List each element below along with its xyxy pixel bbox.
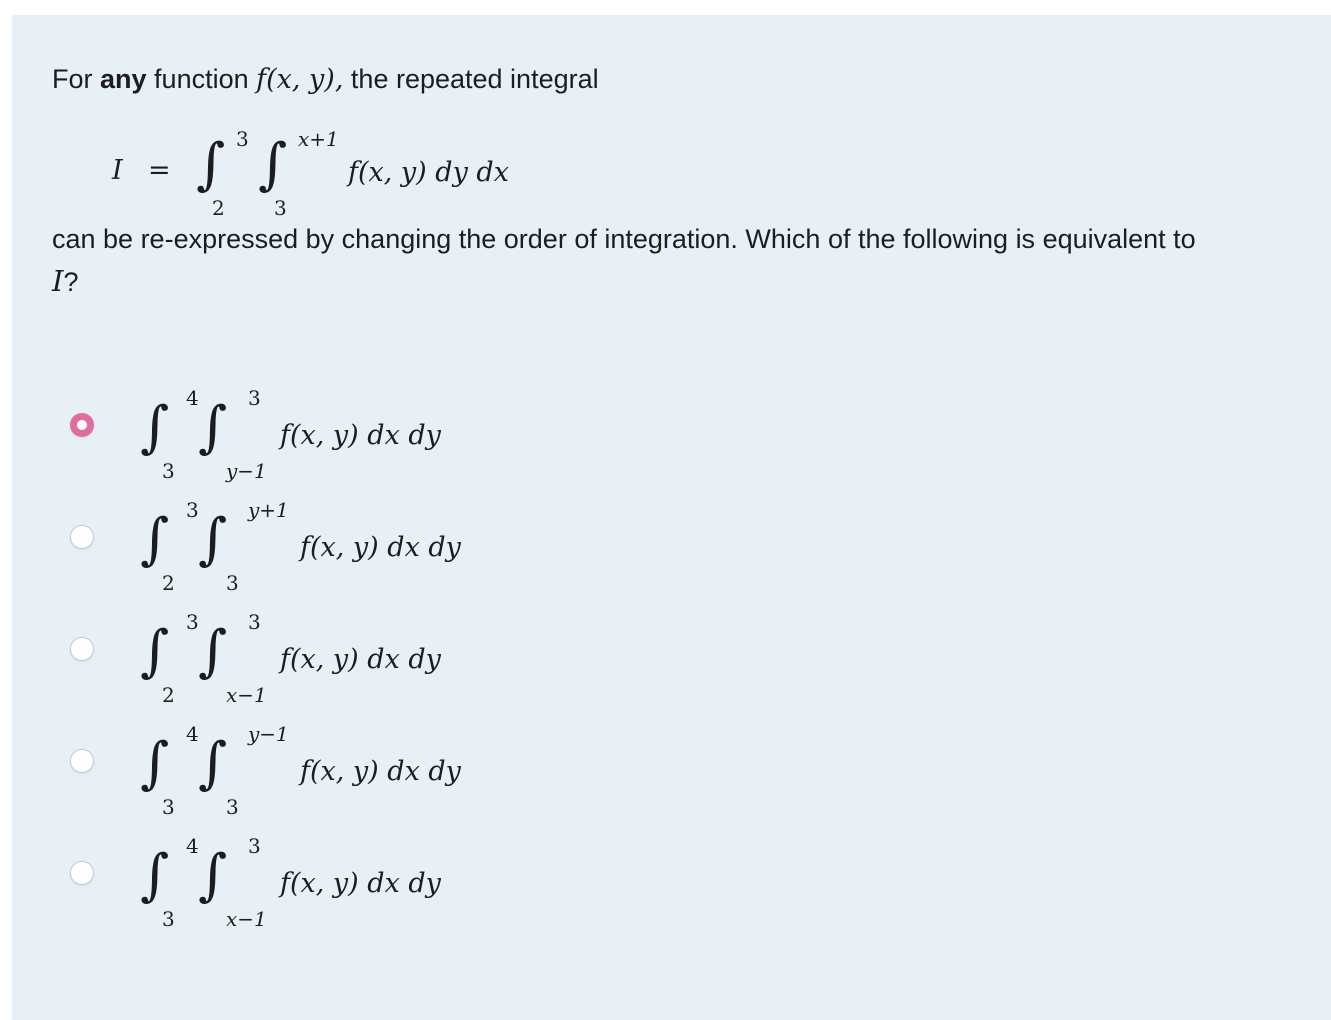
question-intro [52,59,1312,100]
inner-lower-limit: x−1 [226,907,267,931]
integrand: f(x, y) dy dx [348,157,509,188]
outer-lower-limit: 3 [162,907,175,931]
question-rest [52,218,1312,303]
question-rest-text: can be re-expressed by changing the order of integration. Which of the following is equivalent to [52,224,1196,254]
outer-integral-sign: ∫ [140,731,170,796]
integrand: f(x, y) dx dy [280,644,441,675]
outer-upper-limit: 3 [186,610,199,634]
radio-button[interactable] [70,749,94,773]
inner-upper-limit: y+1 [248,498,289,522]
answer-option-4[interactable] [70,714,770,819]
outer-upper-limit: 3 [236,127,249,151]
inner-lower-limit: y−1 [226,459,267,483]
outer-upper-limit: 3 [186,498,199,522]
outer-upper-limit: 4 [186,834,199,858]
inner-upper-limit: 3 [248,386,261,410]
integral-display [112,119,712,219]
inner-integral-sign: ∫ [198,619,228,684]
inner-lower-limit: 3 [226,571,239,595]
question-card [12,15,1331,1020]
radio-button-selected[interactable] [70,413,94,437]
outer-lower-limit: 2 [162,571,175,595]
outer-lower-limit: 2 [212,196,225,220]
intro-bold: any [100,64,147,94]
option-5-expression [140,826,740,931]
rest-I-symbol: I [52,264,64,298]
integrand: f(x, y) dx dy [300,756,461,787]
inner-integral-sign: ∫ [258,132,288,197]
inner-integral-sign: ∫ [198,507,228,572]
inner-integral-sign: ∫ [198,731,228,796]
option-1-expression [140,378,740,483]
outer-lower-limit: 3 [162,459,175,483]
rest-question-mark: ? [63,267,79,297]
radio-button[interactable] [70,861,94,885]
option-4-expression [140,714,740,819]
answer-option-1[interactable] [70,378,770,483]
radio-button[interactable] [70,637,94,661]
answer-option-5[interactable] [70,826,770,931]
inner-lower-limit: x−1 [226,683,267,707]
answer-option-2[interactable] [70,490,770,595]
integral-equals: = [148,155,171,186]
integral-I-label: I [112,155,123,186]
option-3-expression [140,602,740,707]
integrand: f(x, y) dx dy [300,532,461,563]
inner-lower-limit: 3 [274,196,287,220]
answer-option-3[interactable] [70,602,770,707]
inner-upper-limit: 3 [248,834,261,858]
inner-integral-sign: ∫ [198,395,228,460]
intro-mid: function [146,64,257,94]
inner-upper-limit: 3 [248,610,261,634]
radio-button[interactable] [70,525,94,549]
outer-integral-sign: ∫ [140,619,170,684]
option-2-expression [140,490,740,595]
inner-upper-limit: x+1 [298,127,339,151]
inner-lower-limit: 3 [226,795,239,819]
outer-lower-limit: 2 [162,683,175,707]
outer-integral-sign: ∫ [140,843,170,908]
intro-suffix: the repeated integral [343,64,599,94]
outer-integral-sign: ∫ [196,132,226,197]
intro-prefix: For [52,64,101,94]
outer-upper-limit: 4 [186,386,199,410]
outer-integral-sign: ∫ [140,395,170,460]
integrand: f(x, y) dx dy [280,868,441,899]
inner-integral-sign: ∫ [198,843,228,908]
fxy-expression: f(x, y), [256,64,344,95]
integrand: f(x, y) dx dy [280,420,441,451]
outer-integral-sign: ∫ [140,507,170,572]
inner-upper-limit: y−1 [248,722,289,746]
outer-lower-limit: 3 [162,795,175,819]
outer-upper-limit: 4 [186,722,199,746]
